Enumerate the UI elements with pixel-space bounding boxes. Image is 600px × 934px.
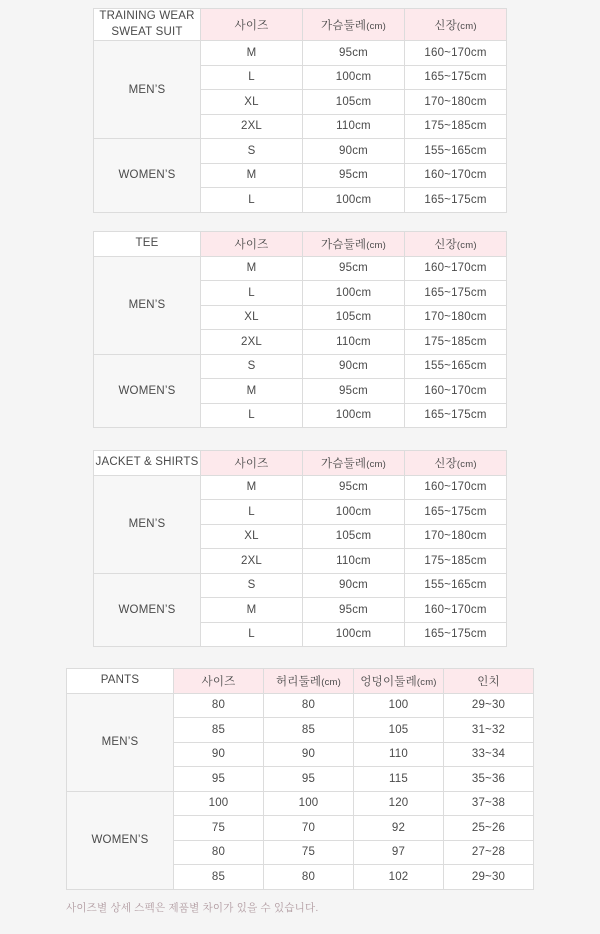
table-cell: XL	[201, 90, 303, 115]
table-header-row	[94, 451, 507, 476]
table-cell: 80	[174, 693, 264, 718]
size-table	[93, 231, 507, 428]
table-cell: 165~175cm	[405, 622, 507, 647]
table-header-row	[67, 669, 534, 694]
table-cell: 100	[264, 791, 354, 816]
table-cell: 37~38	[444, 791, 534, 816]
table-cell: 85	[264, 718, 354, 743]
table-cell: 95cm	[303, 256, 405, 281]
table-cell: 2XL	[201, 549, 303, 574]
group-label: WOMEN’S	[94, 354, 201, 428]
size-table-pants	[66, 668, 534, 890]
table-cell: L	[201, 65, 303, 90]
table-cell: M	[201, 379, 303, 404]
table-cell: 100cm	[303, 500, 405, 525]
table-cell: 100cm	[303, 188, 405, 213]
table-header-row	[94, 9, 507, 41]
table-cell: 100cm	[303, 281, 405, 306]
table-cell: 33~34	[444, 742, 534, 767]
table-cell: 95cm	[303, 598, 405, 623]
table-cell: M	[201, 163, 303, 188]
table-cell: 35~36	[444, 767, 534, 792]
table-cell: 160~170cm	[405, 475, 507, 500]
table-cell: 155~165cm	[405, 354, 507, 379]
column-header: 가슴둘레(cm)	[303, 9, 405, 41]
table-cell: 165~175cm	[405, 281, 507, 306]
table-row	[94, 573, 507, 598]
column-header: 엉덩이둘레(cm)	[354, 669, 444, 694]
table-cell: 80	[264, 693, 354, 718]
table-cell: 155~165cm	[405, 573, 507, 598]
group-label: MEN’S	[67, 693, 174, 791]
group-label: WOMEN’S	[94, 139, 201, 213]
table-cell: 92	[354, 816, 444, 841]
table-cell: 155~165cm	[405, 139, 507, 164]
table-row	[67, 693, 534, 718]
size-table-sweat-suit	[93, 8, 507, 213]
table-row	[94, 139, 507, 164]
table-cell: L	[201, 188, 303, 213]
table-row	[67, 791, 534, 816]
size-table	[66, 668, 534, 890]
group-label: WOMEN’S	[67, 791, 174, 889]
column-header: 신장(cm)	[405, 232, 507, 257]
table-cell: 85	[174, 718, 264, 743]
table-cell: 85	[174, 865, 264, 890]
table-title: PANTS	[67, 669, 174, 694]
table-cell: 95cm	[303, 475, 405, 500]
table-cell: 160~170cm	[405, 379, 507, 404]
table-header-row	[94, 232, 507, 257]
table-cell: 90	[174, 742, 264, 767]
table-cell: 90cm	[303, 573, 405, 598]
table-cell: 75	[174, 816, 264, 841]
table-cell: 165~175cm	[405, 500, 507, 525]
table-cell: 160~170cm	[405, 598, 507, 623]
group-label: MEN’S	[94, 256, 201, 354]
table-cell: 31~32	[444, 718, 534, 743]
table-cell: 29~30	[444, 865, 534, 890]
footnote-wrapper	[66, 898, 318, 916]
table-cell: 110cm	[303, 114, 405, 139]
table-cell: 165~175cm	[405, 65, 507, 90]
table-row	[94, 475, 507, 500]
table-cell: 175~185cm	[405, 549, 507, 574]
table-cell: L	[201, 622, 303, 647]
table-cell: M	[201, 256, 303, 281]
table-cell: 2XL	[201, 330, 303, 355]
table-cell: 95cm	[303, 379, 405, 404]
table-cell: 2XL	[201, 114, 303, 139]
table-cell: 70	[264, 816, 354, 841]
table-cell: 90cm	[303, 354, 405, 379]
column-header: 인치	[444, 669, 534, 694]
table-cell: 100	[174, 791, 264, 816]
table-cell: 97	[354, 840, 444, 865]
size-table	[93, 8, 507, 213]
table-row	[94, 41, 507, 66]
table-title: TRAINING WEAR SWEAT SUIT	[94, 9, 201, 41]
table-title: TEE	[94, 232, 201, 257]
table-cell: 29~30	[444, 693, 534, 718]
table-cell: 170~180cm	[405, 524, 507, 549]
table-cell: XL	[201, 305, 303, 330]
table-cell: 110cm	[303, 330, 405, 355]
size-table-jacket-shirts	[93, 450, 507, 647]
column-header: 신장(cm)	[405, 451, 507, 476]
table-cell: 170~180cm	[405, 305, 507, 330]
table-cell: 95	[264, 767, 354, 792]
size-table	[93, 450, 507, 647]
table-cell: 160~170cm	[405, 41, 507, 66]
table-cell: 165~175cm	[405, 403, 507, 428]
table-row	[94, 256, 507, 281]
table-cell: L	[201, 403, 303, 428]
table-cell: 110cm	[303, 549, 405, 574]
table-cell: 25~26	[444, 816, 534, 841]
column-header: 가슴둘레(cm)	[303, 451, 405, 476]
column-header: 사이즈	[174, 669, 264, 694]
table-cell: 105cm	[303, 524, 405, 549]
table-cell: S	[201, 139, 303, 164]
table-cell: 95cm	[303, 41, 405, 66]
table-cell: 165~175cm	[405, 188, 507, 213]
size-table-tee	[93, 231, 507, 428]
table-cell: 120	[354, 791, 444, 816]
table-cell: M	[201, 475, 303, 500]
table-cell: 75	[264, 840, 354, 865]
table-cell: L	[201, 281, 303, 306]
table-cell: M	[201, 41, 303, 66]
size-guide-footnote: 사이즈별 상세 스펙은 제품별 차이가 있을 수 있습니다.	[66, 902, 319, 914]
table-cell: XL	[201, 524, 303, 549]
column-header: 사이즈	[201, 9, 303, 41]
table-cell: 95	[174, 767, 264, 792]
column-header: 사이즈	[201, 451, 303, 476]
table-cell: 102	[354, 865, 444, 890]
table-cell: M	[201, 598, 303, 623]
table-cell: 100cm	[303, 622, 405, 647]
table-cell: 80	[264, 865, 354, 890]
table-cell: 175~185cm	[405, 114, 507, 139]
table-cell: 105cm	[303, 90, 405, 115]
group-label: MEN’S	[94, 41, 201, 139]
table-cell: S	[201, 573, 303, 598]
group-label: MEN’S	[94, 475, 201, 573]
table-cell: 27~28	[444, 840, 534, 865]
table-cell: S	[201, 354, 303, 379]
column-header: 사이즈	[201, 232, 303, 257]
table-cell: 95cm	[303, 163, 405, 188]
column-header: 허리둘레(cm)	[264, 669, 354, 694]
table-cell: L	[201, 500, 303, 525]
table-cell: 100cm	[303, 403, 405, 428]
table-cell: 90cm	[303, 139, 405, 164]
table-cell: 100cm	[303, 65, 405, 90]
table-title: JACKET & SHIRTS	[94, 451, 201, 476]
column-header: 신장(cm)	[405, 9, 507, 41]
table-cell: 110	[354, 742, 444, 767]
table-cell: 160~170cm	[405, 256, 507, 281]
group-label: WOMEN’S	[94, 573, 201, 647]
table-cell: 100	[354, 693, 444, 718]
table-cell: 175~185cm	[405, 330, 507, 355]
table-row	[94, 354, 507, 379]
column-header: 가슴둘레(cm)	[303, 232, 405, 257]
table-cell: 115	[354, 767, 444, 792]
table-cell: 90	[264, 742, 354, 767]
table-cell: 160~170cm	[405, 163, 507, 188]
table-cell: 105	[354, 718, 444, 743]
table-cell: 80	[174, 840, 264, 865]
table-cell: 105cm	[303, 305, 405, 330]
table-cell: 170~180cm	[405, 90, 507, 115]
